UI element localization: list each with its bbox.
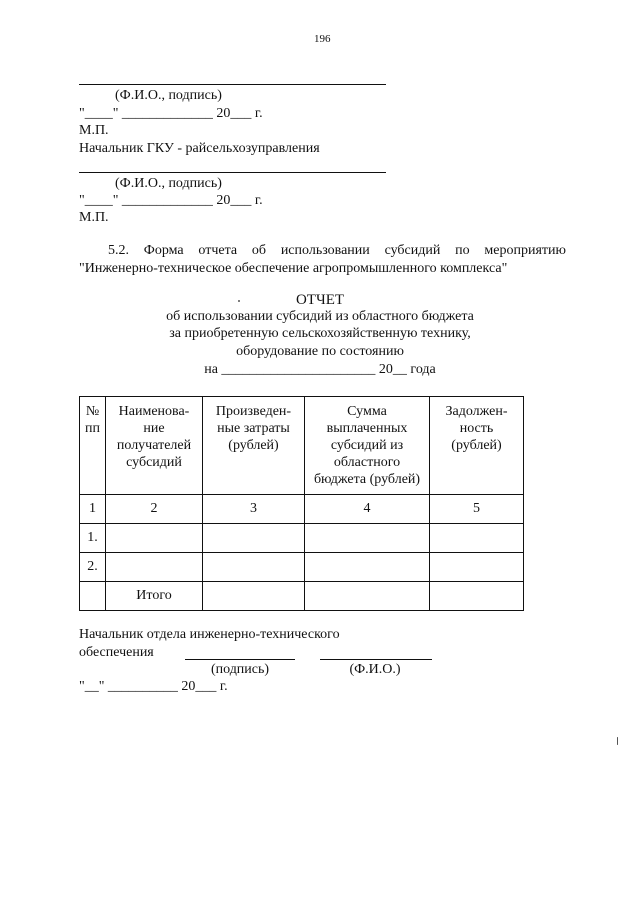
column-header-line: областного <box>333 455 401 470</box>
signature-line <box>185 659 295 660</box>
footer-title-line2: обеспечения <box>79 645 154 660</box>
column-header-line: Произведен- <box>215 404 292 419</box>
column-header <box>203 397 305 495</box>
report-subtitle-line1: об использовании субсидий из областного бюджета <box>166 309 474 324</box>
date-line: "__" __________ 20___ г. <box>79 679 228 694</box>
table-cell <box>430 582 524 611</box>
column-number: 3 <box>203 495 305 524</box>
fio-caption: (Ф.И.О.) <box>349 662 401 677</box>
report-title: ОТЧЕТ <box>295 292 345 308</box>
table-cell: 2. <box>80 553 106 582</box>
column-header <box>106 397 203 495</box>
table-cell <box>430 553 524 582</box>
column-header-line: Задолжен- <box>445 404 508 419</box>
stamp-place-label: М.П. <box>79 123 109 138</box>
table-cell <box>203 553 305 582</box>
head-title: Начальник ГКУ - райсельхозуправления <box>79 141 320 156</box>
signature-line <box>79 172 386 173</box>
table-header-row <box>80 397 524 495</box>
table-row <box>80 553 524 582</box>
column-header-line: субсидий из <box>330 438 404 453</box>
column-header-line: ные затраты <box>217 421 290 436</box>
table-cell <box>203 524 305 553</box>
column-header-line: ние <box>143 421 165 436</box>
stamp-place-label: М.П. <box>79 210 109 225</box>
date-line: "____" _____________ 20___ г. <box>79 193 263 208</box>
column-header-line: № <box>85 404 100 419</box>
table-cell <box>203 582 305 611</box>
fio-signature-caption: (Ф.И.О., подпись) <box>115 176 222 191</box>
column-number-row <box>80 495 524 524</box>
column-number: 2 <box>106 495 203 524</box>
signature-caption: (подпись) <box>210 662 270 677</box>
column-header-line: Сумма <box>347 404 387 419</box>
column-header-line: получателей <box>116 438 192 453</box>
column-header <box>305 397 430 495</box>
table-cell <box>305 582 430 611</box>
column-header-line: (рублей) <box>451 438 502 453</box>
column-header <box>80 397 106 495</box>
table-cell: 1. <box>80 524 106 553</box>
column-header-line: субсидий <box>126 455 182 470</box>
table-cell <box>106 524 203 553</box>
scan-speck <box>617 737 618 745</box>
table-row <box>80 582 524 611</box>
column-header-line: (рублей) <box>228 438 279 453</box>
table-cell <box>305 553 430 582</box>
column-number: 5 <box>430 495 524 524</box>
section-heading-line2: "Инженерно-техническое обеспечение агропромышленного комплекса" <box>79 261 508 276</box>
table-row <box>80 524 524 553</box>
table-cell <box>106 553 203 582</box>
table-cell <box>305 524 430 553</box>
fio-line <box>320 659 432 660</box>
table-cell: Итого <box>106 582 203 611</box>
column-header-line: выплаченных <box>326 421 408 436</box>
report-table <box>79 396 524 611</box>
column-header-line: Наименова- <box>118 404 190 419</box>
report-subtitle-line2: за приобретенную сельскохозяйственную технику, <box>169 326 471 341</box>
column-header-line: ность <box>459 421 494 436</box>
column-header <box>430 397 524 495</box>
table-cell <box>430 524 524 553</box>
column-header-line: бюджета (рублей) <box>313 472 421 487</box>
signature-line <box>79 84 386 85</box>
column-number: 4 <box>305 495 430 524</box>
section-heading-line1: 5.2. Форма отчета об использовании субсидий по мероприятию <box>108 243 566 258</box>
page-number: 196 <box>314 33 331 45</box>
footer-title-line1: Начальник отдела инженерно-технического <box>79 627 340 642</box>
date-line: "____" _____________ 20___ г. <box>79 106 263 121</box>
report-subtitle-line3: оборудование по состоянию <box>236 344 404 359</box>
column-number: 1 <box>80 495 106 524</box>
column-header-line: пп <box>85 421 100 436</box>
report-date-line: на ______________________ 20__ года <box>204 362 436 377</box>
table-cell <box>80 582 106 611</box>
fio-signature-caption: (Ф.И.О., подпись) <box>115 88 222 103</box>
